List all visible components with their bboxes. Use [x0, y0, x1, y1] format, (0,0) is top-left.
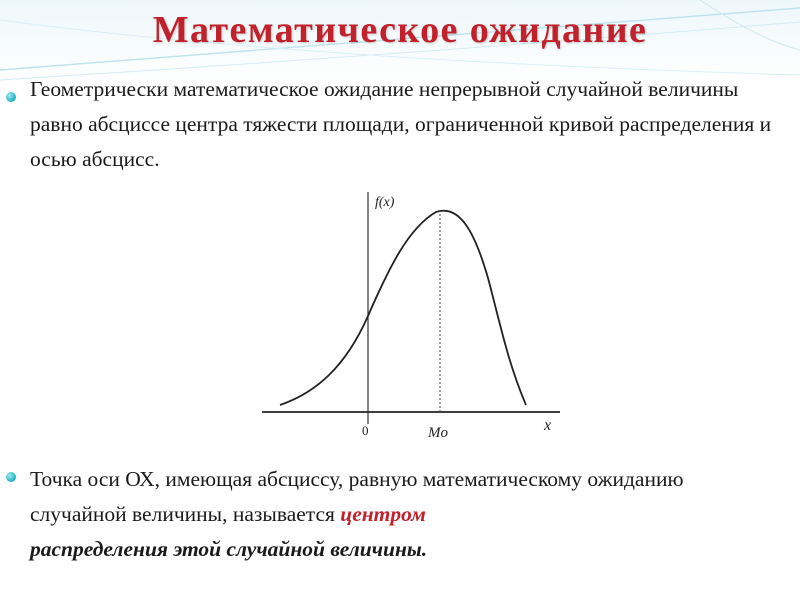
- bullet-icon: [6, 472, 16, 482]
- bullet-icon: [6, 92, 16, 102]
- origin-label: 0: [362, 423, 369, 438]
- paragraph-2: [30, 462, 780, 567]
- mode-label: Mo: [428, 425, 448, 441]
- distribution-figure: [260, 188, 560, 443]
- paragraph-2-text: Точка оси ОХ, имеющая абсциссу, равную математическому ожиданию случайной величины, называется: [30, 467, 684, 526]
- emphasis-term-part1: центром: [340, 502, 426, 526]
- x-axis-label: x: [544, 417, 552, 434]
- slide-title: Математическое ожидание: [152, 9, 648, 51]
- y-axis-label: f(x): [375, 195, 395, 210]
- emphasis-term-part2: распределения этой случайной величины.: [30, 537, 428, 561]
- paragraph-1: Геометрически математическое ожидание непрерывной случайной величины равно абсциссе центра тяжести площади, ограниченной кривой распределения и осью абсцисс.: [30, 77, 772, 171]
- density-curve: [280, 211, 526, 405]
